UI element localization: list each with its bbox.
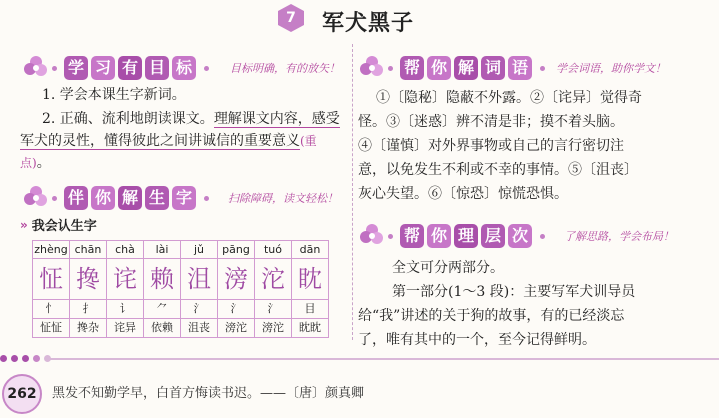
- page-footer: [0, 352, 719, 418]
- recognize-heading: [20, 215, 97, 234]
- character-cell: 沱: [255, 259, 292, 300]
- radical-cell: 氵: [181, 300, 218, 319]
- character-cell: 沮: [181, 259, 218, 300]
- dot-icon: [11, 355, 18, 362]
- vocab-line: ①〔隐秘〕隐蔽不外露。②〔诧异〕觉得奇: [376, 90, 642, 106]
- flower-icon: [22, 54, 50, 82]
- radical-row: [33, 300, 329, 319]
- section-subtitle: 学会词语，助你学文！: [556, 62, 666, 75]
- dot-icon: [33, 355, 40, 362]
- section-title-char: 学: [64, 56, 88, 80]
- footer-rule: [50, 358, 719, 360]
- section-subtitle: 扫除障碍，读文轻松！: [228, 192, 338, 205]
- footer-quote: 黑发不知勤学早，白首方悔读书迟。——〔唐〕颜真卿: [52, 386, 365, 401]
- pinyin-cell: chān: [70, 241, 107, 259]
- goal-item-2-end: 。: [36, 155, 51, 171]
- section-title-char: 标: [172, 56, 196, 80]
- vocab-line: 怪。③〔迷惑〕辨不清是非；摸不着头脑。: [358, 114, 624, 130]
- dot-icon: [52, 196, 57, 201]
- lesson-title: 军犬黑子: [322, 11, 415, 36]
- flower-icon: [358, 222, 386, 250]
- radical-cell: 扌: [70, 300, 107, 319]
- flower-icon: [358, 54, 386, 82]
- radical-cell: 目: [292, 300, 329, 319]
- character-cell: 搀: [70, 259, 107, 300]
- character-cell: 怔: [33, 259, 70, 300]
- vocab-line: 灰心失望。⑥〔惊恐〕惊慌恐惧。: [358, 186, 568, 202]
- word-cell: 滂沱: [255, 319, 292, 338]
- word-cell: 搀杂: [70, 319, 107, 338]
- section-title-char: 字: [172, 186, 196, 210]
- lesson-number-badge: [276, 3, 306, 33]
- pinyin-cell: jǔ: [181, 241, 218, 259]
- section-title-char: 理: [454, 224, 478, 248]
- double-arrow-icon: »: [20, 217, 28, 232]
- vocab-paragraph: [358, 86, 712, 206]
- section-subtitle: 了解思路，学会布局！: [564, 230, 674, 243]
- flower-icon: [22, 184, 50, 212]
- word-cell: 怔怔: [33, 319, 70, 338]
- section-title-char: 帮: [400, 224, 424, 248]
- word-cell: 诧异: [107, 319, 144, 338]
- page-number: 262: [2, 374, 42, 414]
- radical-cell: 氵: [218, 300, 255, 319]
- new-characters-table: [32, 240, 329, 338]
- column-divider: [352, 44, 353, 340]
- radical-cell: 忄: [33, 300, 70, 319]
- section-title-char: 生: [145, 186, 169, 210]
- structure-line: 给“我”讲述的关于狗的故事，有的已经淡忘: [358, 308, 625, 324]
- word-row: [33, 319, 329, 338]
- word-cell: 依赖: [144, 319, 181, 338]
- dot-icon: [388, 66, 393, 71]
- section-title-char: 次: [508, 224, 532, 248]
- character-cell: 赖: [144, 259, 181, 300]
- recognize-label: 我会认生字: [31, 219, 97, 234]
- dot-icon: [0, 355, 7, 362]
- section-structure-header: [358, 222, 714, 250]
- key-point-note: (重点): [20, 134, 317, 170]
- section-title-char: 解: [454, 56, 478, 80]
- lesson-header: [0, 0, 719, 38]
- structure-line: 第一部分(1～3 段)：主要写军犬训导员: [392, 284, 636, 300]
- dot-icon: [540, 66, 545, 71]
- section-title-char: 你: [91, 186, 115, 210]
- dot-icon: [204, 66, 209, 71]
- dot-icon: [388, 234, 393, 239]
- section-title-char: 有: [118, 56, 142, 80]
- pinyin-cell: zhèng: [33, 241, 70, 259]
- structure-paragraph: [358, 256, 714, 352]
- dot-icon: [52, 66, 57, 71]
- section-subtitle: 目标明确，有的放矢！: [230, 62, 340, 75]
- footer-dots: [0, 355, 51, 362]
- section-title-char: 你: [427, 224, 451, 248]
- dot-icon: [22, 355, 29, 362]
- word-cell: 眈眈: [292, 319, 329, 338]
- word-cell: 滂沱: [218, 319, 255, 338]
- character-cell: 诧: [107, 259, 144, 300]
- structure-line: 了，唯有其中的一个，至今记得鲜明。: [358, 332, 596, 348]
- section-title-char: 词: [481, 56, 505, 80]
- section-learn-header: [22, 184, 342, 212]
- section-title-char: 你: [427, 56, 451, 80]
- goal-item-1: 1. 学会本课生字新词。: [42, 87, 186, 103]
- vocab-line: ④〔谨慎〕对外界事物或自己的言行密切注: [358, 138, 624, 154]
- structure-line: 全文可分两部分。: [392, 260, 504, 276]
- dot-icon: [540, 234, 545, 239]
- pinyin-cell: tuó: [255, 241, 292, 259]
- lesson-number: 7: [286, 10, 296, 26]
- pinyin-row: [33, 241, 329, 259]
- goal-item-2: [20, 108, 344, 174]
- section-title-char: 语: [508, 56, 532, 80]
- pinyin-cell: pāng: [218, 241, 255, 259]
- section-title-char: 习: [91, 56, 115, 80]
- dot-icon: [204, 196, 209, 201]
- character-cell: 滂: [218, 259, 255, 300]
- section-title-char: 层: [481, 224, 505, 248]
- radical-cell: ⺈: [144, 300, 181, 319]
- goal-item-2-lead: 2. 正确、流利地朗读课文。: [42, 111, 214, 127]
- section-title-char: 帮: [400, 56, 424, 80]
- word-cell: 沮丧: [181, 319, 218, 338]
- pinyin-cell: dān: [292, 241, 329, 259]
- pinyin-cell: lài: [144, 241, 181, 259]
- section-vocab-header: [358, 54, 714, 82]
- section-title-char: 目: [145, 56, 169, 80]
- radical-cell: 讠: [107, 300, 144, 319]
- vocab-line: 意，以免发生不利或不幸的事情。⑤〔沮丧〕: [358, 162, 638, 178]
- section-goals-header: [22, 54, 342, 82]
- character-cell: 眈: [292, 259, 329, 300]
- pinyin-cell: chà: [107, 241, 144, 259]
- section-title-char: 伴: [64, 186, 88, 210]
- section-title-char: 解: [118, 186, 142, 210]
- character-row: [33, 259, 329, 300]
- radical-cell: 氵: [255, 300, 292, 319]
- goal-item-2-key: 理解课文内容，感受军犬的灵性，懂得彼此之间讲诚信的重要意义: [20, 111, 340, 149]
